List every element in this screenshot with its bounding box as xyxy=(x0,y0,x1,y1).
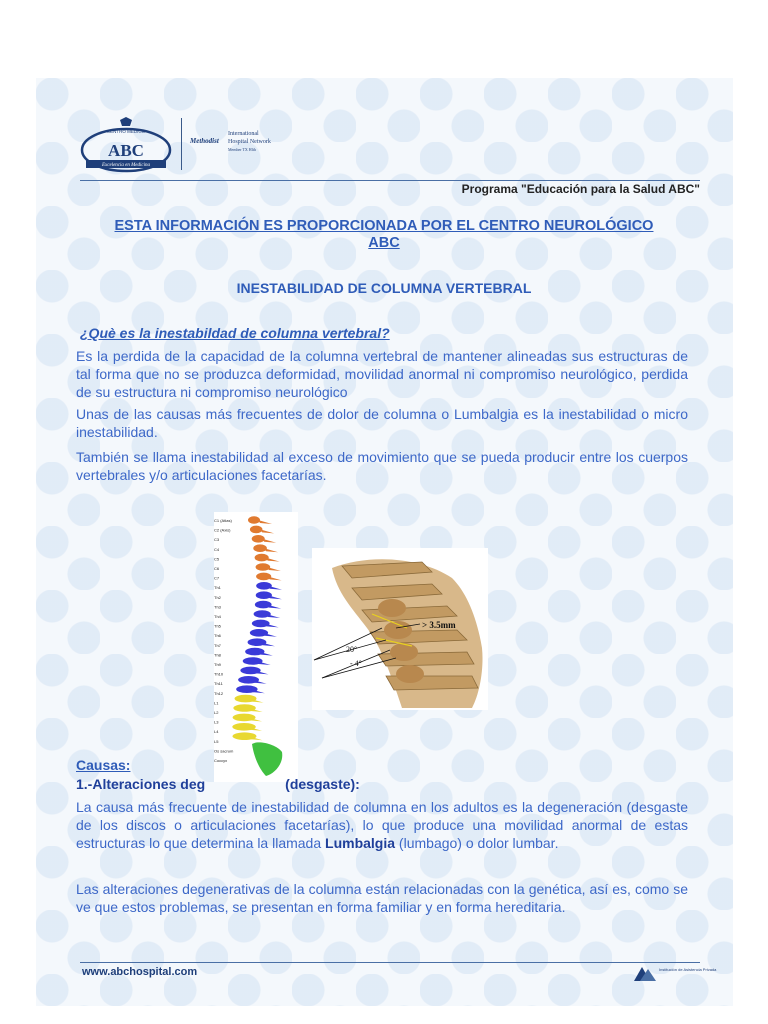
doc-title-line1: ESTA INFORMACIÓN ES PROPORCIONADA POR EL CENTRO NEUROLÓGICO xyxy=(114,218,654,234)
abc-logo xyxy=(80,116,172,176)
alteraciones-heading: 1.-Alteraciones deg (desgaste): xyxy=(76,776,360,792)
spine-label: Th8 xyxy=(214,652,221,658)
spine-label: Th9 xyxy=(214,662,221,667)
spine-label: Th10 xyxy=(214,671,224,677)
vertebra xyxy=(256,563,271,571)
svg-text:Institución de Asistencia Priv: Institución de Asistencia Privada xyxy=(659,967,717,972)
paragraph-2: Unas de las causas más frecuentes de dolor de columna o Lumbalgia es la inestabilidad o micro inestabilidad. xyxy=(76,406,688,440)
svg-text:CENTRO MEDICO: CENTRO MEDICO xyxy=(106,129,146,134)
spine-label: Th6 xyxy=(214,633,221,639)
spine-label: L1 xyxy=(214,700,219,706)
svg-text:ABC: ABC xyxy=(108,141,144,160)
header xyxy=(80,112,700,178)
spine-label: C1 (Atlas) xyxy=(214,518,232,523)
vertebra xyxy=(252,535,265,543)
spine-illustration xyxy=(214,512,298,782)
spine-label: C2 (Axis) xyxy=(214,527,231,533)
measure-label: > 3.5mm xyxy=(422,620,456,630)
doc-title-line2: ABC xyxy=(368,235,400,251)
paragraph-4: La causa más frecuente de inestabilidad de columna en los adultos es la degeneración (desgaste de los discos o articulaciones facetarías), lo que produce una movilidad anormal de estas estructuras lo que determina la llamada Lumbalgia (lumbago) o dolor lumbar. xyxy=(76,799,688,851)
angle-label-1: 20° xyxy=(346,645,358,654)
vertebra xyxy=(256,591,272,599)
spine-label: Th2 xyxy=(214,594,221,600)
header-rule xyxy=(80,180,700,181)
footer-url: www.abchospital.com xyxy=(82,966,198,978)
angle-label-2: - 4° xyxy=(350,659,362,668)
spine-label: C3 xyxy=(214,537,220,543)
vertebra xyxy=(256,582,272,590)
spine-label: L2 xyxy=(214,710,219,715)
vertebra xyxy=(256,573,271,581)
doc-subtitle: INESTABILIDAD DE COLUMNA VERTEBRAL xyxy=(236,280,532,296)
spine-label: Th3 xyxy=(214,604,221,610)
header-divider xyxy=(181,118,182,170)
spine-label: L4 xyxy=(214,729,219,735)
question-heading: ¿Què es la inestabildad de columna vertebral? xyxy=(80,325,390,341)
vertebra xyxy=(248,516,260,524)
methodist-logo: Methodist International Hospital Network Member TX Hlth xyxy=(190,131,271,152)
paragraph-3: También se llama inestabilidad al exceso de movimiento que se pueda producir entre los cuerpos vertebrales y/o articulaciones facetarías. xyxy=(76,449,688,483)
spine-label: Th11 xyxy=(214,681,223,687)
spine-label: Th12 xyxy=(214,690,224,696)
vertebra xyxy=(255,554,269,562)
spine-label: C4 xyxy=(214,546,220,552)
spine-label: Th5 xyxy=(214,623,221,629)
paragraph-5: Las alteraciones degenerativas de la columna están relacionadas con la genética, así es, como se ve que estos problemas, se presentan en forma familiar y en forma hereditaria. xyxy=(76,881,688,915)
spine-label: C6 xyxy=(214,566,220,571)
iap-logo xyxy=(632,965,717,983)
footer-rule xyxy=(80,962,700,963)
vertebra xyxy=(250,526,263,534)
programa-label: Programa "Educación para la Salud ABC" xyxy=(461,182,700,196)
spine-label: Os sacrum xyxy=(214,748,234,754)
spine-label: C7 xyxy=(214,575,220,581)
spine-label: C5 xyxy=(214,556,220,562)
spine-label: Th4 xyxy=(214,614,221,619)
paragraph-1: Es la perdida de la capacidad de la columna vertebral de mantener alineadas sus estructuras de tal forma que no se produzca deformidad, movilidad anormal ni compromiso neurológico, perdida de su estructura ni compromiso neurológico xyxy=(76,348,688,400)
svg-text:Excelencia en Medicina: Excelencia en Medicina xyxy=(101,163,151,168)
spine-label: Th1 xyxy=(214,585,221,591)
causas-heading: Causas: xyxy=(76,757,131,773)
vertebra xyxy=(253,544,267,552)
spine-label: Coccyx xyxy=(214,758,228,763)
spine-label: L3 xyxy=(214,719,219,725)
spine-label: Th7 xyxy=(214,642,221,648)
spine-label: L5 xyxy=(214,738,219,744)
cervical-illustration xyxy=(312,548,488,710)
